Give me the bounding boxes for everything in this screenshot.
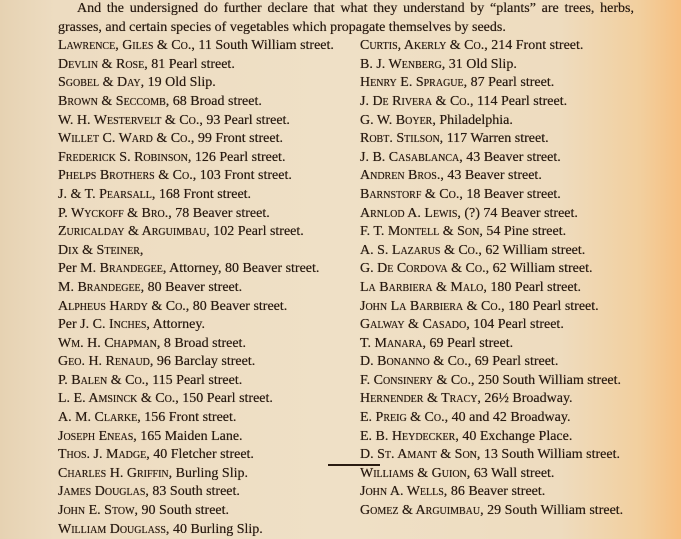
entry-rest: Burling Slip.: [172, 465, 248, 481]
signatory-entry: [58, 74, 356, 93]
entry-name: D. Bonanno & Co.,: [360, 354, 472, 370]
entry-name: Devlin & Rose,: [58, 56, 148, 72]
signatory-entry: [58, 186, 356, 205]
entry-rest: 18 Beaver street.: [462, 186, 561, 202]
signatory-entry: [58, 465, 356, 484]
entry-name: Phelps Brothers & Co.,: [58, 168, 197, 184]
entry-rest: 99 Front street.: [194, 131, 283, 147]
signatory-entry: [58, 428, 356, 447]
signatory-entry: [58, 390, 356, 409]
signatory-entry: [360, 409, 634, 428]
signatory-entry: [58, 260, 356, 279]
signatory-entry: [360, 56, 634, 75]
entry-name: Joseph Eneas,: [58, 428, 137, 444]
entry-rest: 156 Front street.: [140, 410, 237, 426]
signatory-entry: [58, 316, 356, 335]
entry-rest: 26½ Broadway.: [480, 391, 573, 407]
entry-name: J. B. Casablanca,: [360, 149, 463, 165]
entry-rest: 180 Pearl street.: [486, 279, 581, 295]
entry-rest: 43 Beaver street.: [462, 149, 561, 165]
signatory-entry: [58, 483, 356, 502]
signatory-entry: [58, 112, 356, 131]
entry-name: Lawrence, Giles & Co.,: [58, 38, 195, 54]
entry-name: E. B. Heydecker,: [360, 428, 459, 444]
signatory-entry: [360, 316, 634, 335]
signatory-entry: [360, 446, 634, 465]
signatory-entry: [360, 112, 634, 131]
entry-name: P. Balen & Co.,: [58, 372, 149, 388]
entry-pre: Per M.: [58, 261, 100, 277]
entry-name: P. Wyckoff & Bro.,: [58, 205, 172, 221]
entry-rest: 114 Pearl street.: [473, 93, 568, 109]
signatory-entry: [58, 167, 356, 186]
entry-rest: 19 Old Slip.: [144, 75, 216, 91]
signatory-entry: [58, 242, 356, 261]
signatory-entry: [360, 298, 634, 317]
entry-name: Willet C. Ward & Co.,: [58, 131, 195, 147]
entry-rest: 168 Front street.: [155, 186, 252, 202]
entry-rest: Philadelphia.: [435, 112, 513, 128]
entry-rest: 80 Beaver street.: [189, 298, 288, 314]
entry-rest: 103 Front street.: [196, 168, 292, 184]
signatory-entry: [58, 335, 356, 354]
entry-name: Charles H. Griffin,: [58, 465, 173, 481]
entry-name: Henry E. Sprague,: [360, 75, 468, 91]
signatory-entry: [58, 298, 356, 317]
signatory-entry: [360, 205, 634, 224]
signatory-entry: [58, 223, 356, 242]
entry-name: Wm. H. Chapman,: [58, 335, 161, 351]
signatory-entry: [360, 279, 634, 298]
entry-name: Gomez & Arguimbau,: [360, 503, 484, 519]
entry-name: D. St. Amant & Son,: [360, 447, 481, 463]
signatory-entry: [58, 56, 356, 75]
entry-name: Curtis, Akerly & Co.,: [360, 38, 488, 54]
entry-name: John La Barbiera & Co.,: [360, 298, 505, 314]
entry-name: Zuricalday & Arguimbau,: [58, 224, 210, 240]
right-column: [360, 37, 634, 539]
signatory-entry: [58, 372, 356, 391]
entry-name: Barnstorf & Co.,: [360, 186, 463, 202]
signatory-entry: [58, 205, 356, 224]
entry-name: John E. Stow,: [58, 503, 139, 519]
entry-rest: 69 Pearl street.: [426, 335, 514, 351]
entry-name: G. W. Boyer,: [360, 112, 436, 128]
entry-name: A. S. Lazarus & Co.,: [360, 242, 482, 258]
entry-rest: 96 Barclay street.: [153, 354, 256, 370]
entry-rest: 86 Beaver street.: [447, 484, 546, 500]
entry-rest: 102 Pearl street.: [209, 224, 304, 240]
signatory-entry: [58, 130, 356, 149]
entry-rest: 40 Burling Slip.: [169, 521, 263, 537]
entry-name: L. E. Amsinck & Co.,: [58, 391, 179, 407]
entry-rest: 126 Pearl street.: [191, 149, 286, 165]
signatory-entry: [58, 149, 356, 168]
signatory-entry: [58, 521, 356, 539]
entry-name: James Douglas,: [58, 484, 149, 500]
entry-name: John A. Wells,: [360, 484, 448, 500]
entry-rest: 104 Pearl street.: [469, 317, 564, 333]
entry-name: Robt. Stilson,: [360, 131, 444, 147]
entry-rest: Attorney.: [149, 317, 205, 333]
entry-name: Brown & Seccomb,: [58, 93, 170, 109]
entry-rest: 90 South street.: [138, 503, 230, 519]
signatory-entry: [360, 223, 634, 242]
signatory-entry: [360, 502, 634, 521]
entry-rest: 150 Pearl street.: [178, 391, 273, 407]
entry-rest: 93 Pearl street.: [202, 112, 290, 128]
section-divider: [328, 464, 380, 466]
entry-rest: (?) 74 Beaver street.: [460, 205, 578, 221]
entry-name: William Douglass,: [58, 521, 170, 537]
entry-rest: 40 Fletcher street.: [149, 447, 254, 463]
signatory-entry: [360, 335, 634, 354]
entry-rest: 81 Pearl street.: [147, 56, 235, 72]
entry-rest: 165 Maiden Lane.: [136, 428, 243, 444]
entry-name: Galway & Casado,: [360, 317, 470, 333]
entry-rest: 83 South street.: [148, 484, 240, 500]
entry-rest: 40 and 42 Broadway.: [448, 410, 571, 426]
entry-name: Sgobel & Day,: [58, 75, 145, 91]
entry-rest: 62 William street.: [481, 242, 586, 258]
entry-name: A. M. Clarke,: [58, 410, 141, 426]
entry-name: Dix & Steiner,: [58, 242, 144, 258]
signatory-entry: [58, 409, 356, 428]
entry-rest: 40 Exchange Place.: [458, 428, 573, 444]
entry-name: Frederick S. Robinson,: [58, 149, 192, 165]
entry-name: F. T. Montell & Son,: [360, 224, 483, 240]
entry-rest: 54 Pine street.: [482, 224, 567, 240]
entry-name: J. De Rivera & Co.,: [360, 93, 474, 109]
entry-name: Hernender & Tracy,: [360, 391, 481, 407]
entry-rest: 63 Wall street.: [470, 465, 555, 481]
left-column: [58, 37, 356, 539]
entry-rest: 13 South William street.: [480, 447, 620, 463]
entry-name: W. H. Westervelt & Co.,: [58, 112, 203, 128]
signatory-entry: [360, 242, 634, 261]
entry-rest: 62 William street.: [489, 261, 593, 277]
entry-name: Alpheus Hardy & Co.,: [58, 298, 190, 314]
entry-name: Arnlod A. Lewis,: [360, 205, 461, 221]
declaration-paragraph: And the undersigned do further declare that what they understand by “plants” are trees, herbs, grasses, and certain species of vegetables which propagate themselves by seeds.: [58, 1, 634, 35]
signatory-entry: [58, 93, 356, 112]
entry-rest: 87 Pearl street.: [467, 75, 555, 91]
entry-rest: 80 Beaver street.: [144, 279, 243, 295]
entry-name: J. & T. Pearsall,: [58, 186, 156, 202]
signatory-entry: [58, 279, 356, 298]
entry-rest: 250 South William street.: [474, 372, 622, 388]
entry-name: M. Brandegee,: [58, 279, 145, 295]
signatory-entry: [360, 465, 634, 484]
entry-name: La Barbiera & Malo,: [360, 279, 487, 295]
entry-name: Thos. J. Madge,: [58, 447, 150, 463]
entry-rest: 31 Old Slip.: [445, 56, 517, 72]
entry-rest: 29 South William street.: [483, 503, 624, 519]
signatory-entry: [360, 93, 634, 112]
signatory-entry: [58, 353, 356, 372]
entry-name: Inches,: [108, 317, 150, 333]
signatory-entry: [360, 428, 634, 447]
signatory-entry: [360, 130, 634, 149]
entry-rest: 115 Pearl street.: [148, 372, 243, 388]
entry-name: E. Preig & Co.,: [360, 410, 449, 426]
signatory-entry: [360, 186, 634, 205]
signatory-entry: [360, 74, 634, 93]
entry-rest: 43 Beaver street.: [443, 168, 542, 184]
entry-rest: 8 Broad street.: [160, 335, 246, 351]
signatory-entry: [360, 353, 634, 372]
entry-name: Geo. H. Renaud,: [58, 354, 154, 370]
signatory-entry: [360, 372, 634, 391]
entry-name: G. De Cordova & Co.,: [360, 261, 490, 277]
entry-name: Andren Bros.,: [360, 168, 444, 184]
entry-name: Williams & Guion,: [360, 465, 471, 481]
signatory-entry: [58, 37, 356, 56]
signatory-entry: [58, 446, 356, 465]
entry-rest: 117 Warren street.: [443, 131, 549, 147]
entry-rest: Attorney, 80 Beaver street.: [166, 261, 320, 277]
signatory-entry: [58, 502, 356, 521]
entry-rest: 11 South William street.: [194, 38, 334, 54]
document-page: [58, 0, 634, 539]
signatory-entry: [360, 37, 634, 56]
entry-name: Brandegee,: [99, 261, 167, 277]
signatory-entry: [360, 149, 634, 168]
entry-rest: 68 Broad street.: [169, 93, 262, 109]
signatory-entry: [360, 260, 634, 279]
entry-rest: 180 Pearl street.: [504, 298, 599, 314]
entry-name: T. Manara,: [360, 335, 427, 351]
signatory-entry: [360, 483, 634, 502]
signatory-entry: [360, 167, 634, 186]
entry-name: B. J. Wenberg,: [360, 56, 446, 72]
entry-pre: Per J. C.: [58, 317, 109, 333]
entry-rest: 78 Beaver street.: [171, 205, 270, 221]
entry-name: F. Consinery & Co.,: [360, 372, 475, 388]
entry-rest: 214 Front street.: [487, 38, 584, 54]
entry-rest: 69 Pearl street.: [471, 354, 559, 370]
signatory-entry: [360, 390, 634, 409]
